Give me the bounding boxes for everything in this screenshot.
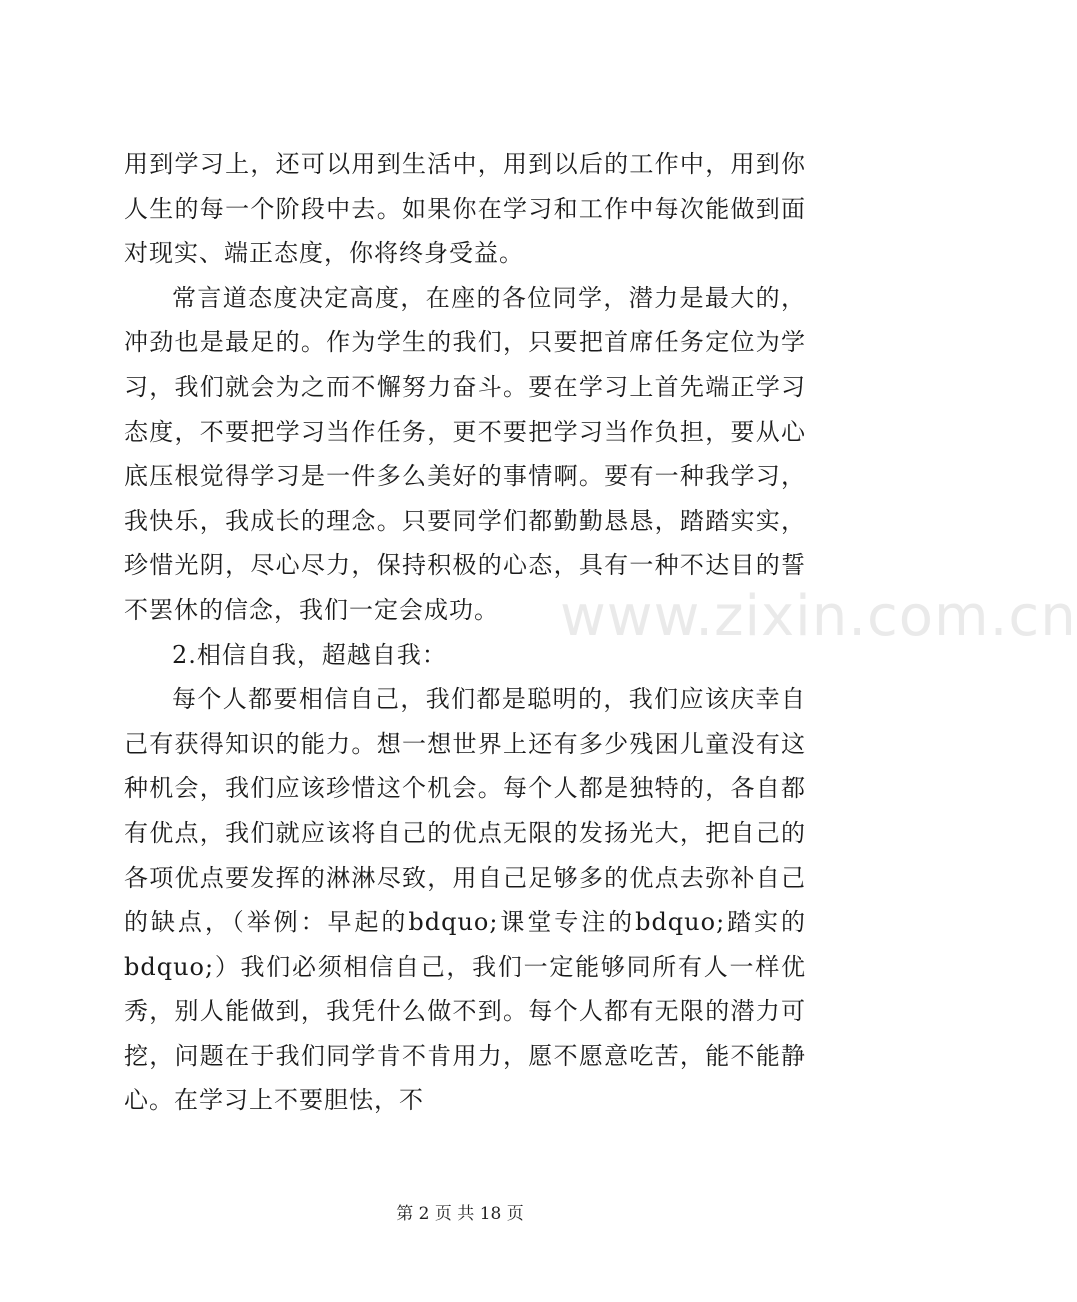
document-body <box>124 142 806 1123</box>
page-footer: 第 2 页 共 18 页 <box>396 1204 524 1224</box>
paragraph-3: 每个人都要相信自己，我们都是聪明的，我们应该庆幸自己有获得知识的能力。想一想世界上还有多少残困儿童没有这种机会，我们应该珍惜这个机会。每个人都是独特的，各自都有优点，我们就应该将自己的优点无限的发扬光大，把自己的各项优点要发挥的淋淋尽致，用自己足够多的优点去弥补自己的缺点，（举例：早起的bdquo;课堂专注的bdquo;踏实的bdquo;）我们必须相信自己，我们一定能够同所有人一样优秀，别人能做到，我凭什么做不到。每个人都有无限的潜力可挖，问题在于我们同学肯不肯用力，愿不愿意吃苦，能不能静心。在学习上不要胆怯，不 <box>124 685 806 1115</box>
paragraph-2: 常言道态度决定高度，在座的各位同学，潜力是最大的，冲劲也是最足的。作为学生的我们，只要把首席任务定位为学习，我们就会为之而不懈努力奋斗。要在学习上首先端正学习态度，不要把学习当作任务，更不要把学习当作负担，要从心底压根觉得学习是一件多么美好的事情啊。要有一种我学习，我快乐，我成长的理念。只要同学们都勤勤恳恳，踏踏实实，珍惜光阴，尽心尽力，保持积极的心态，具有一种不达目的誓不罢休的信念，我们一定会成功。 <box>124 283 806 624</box>
watermark: www.zixin.com.cn <box>560 584 1077 649</box>
section-heading: 2.相信自我，超越自我： <box>172 640 447 669</box>
paragraph-1: 用到学习上，还可以用到生活中，用到以后的工作中，用到你人生的每一个阶段中去。如果你在学习和工作中每次能做到面对现实、端正态度，你将终身受益。 <box>124 150 806 268</box>
